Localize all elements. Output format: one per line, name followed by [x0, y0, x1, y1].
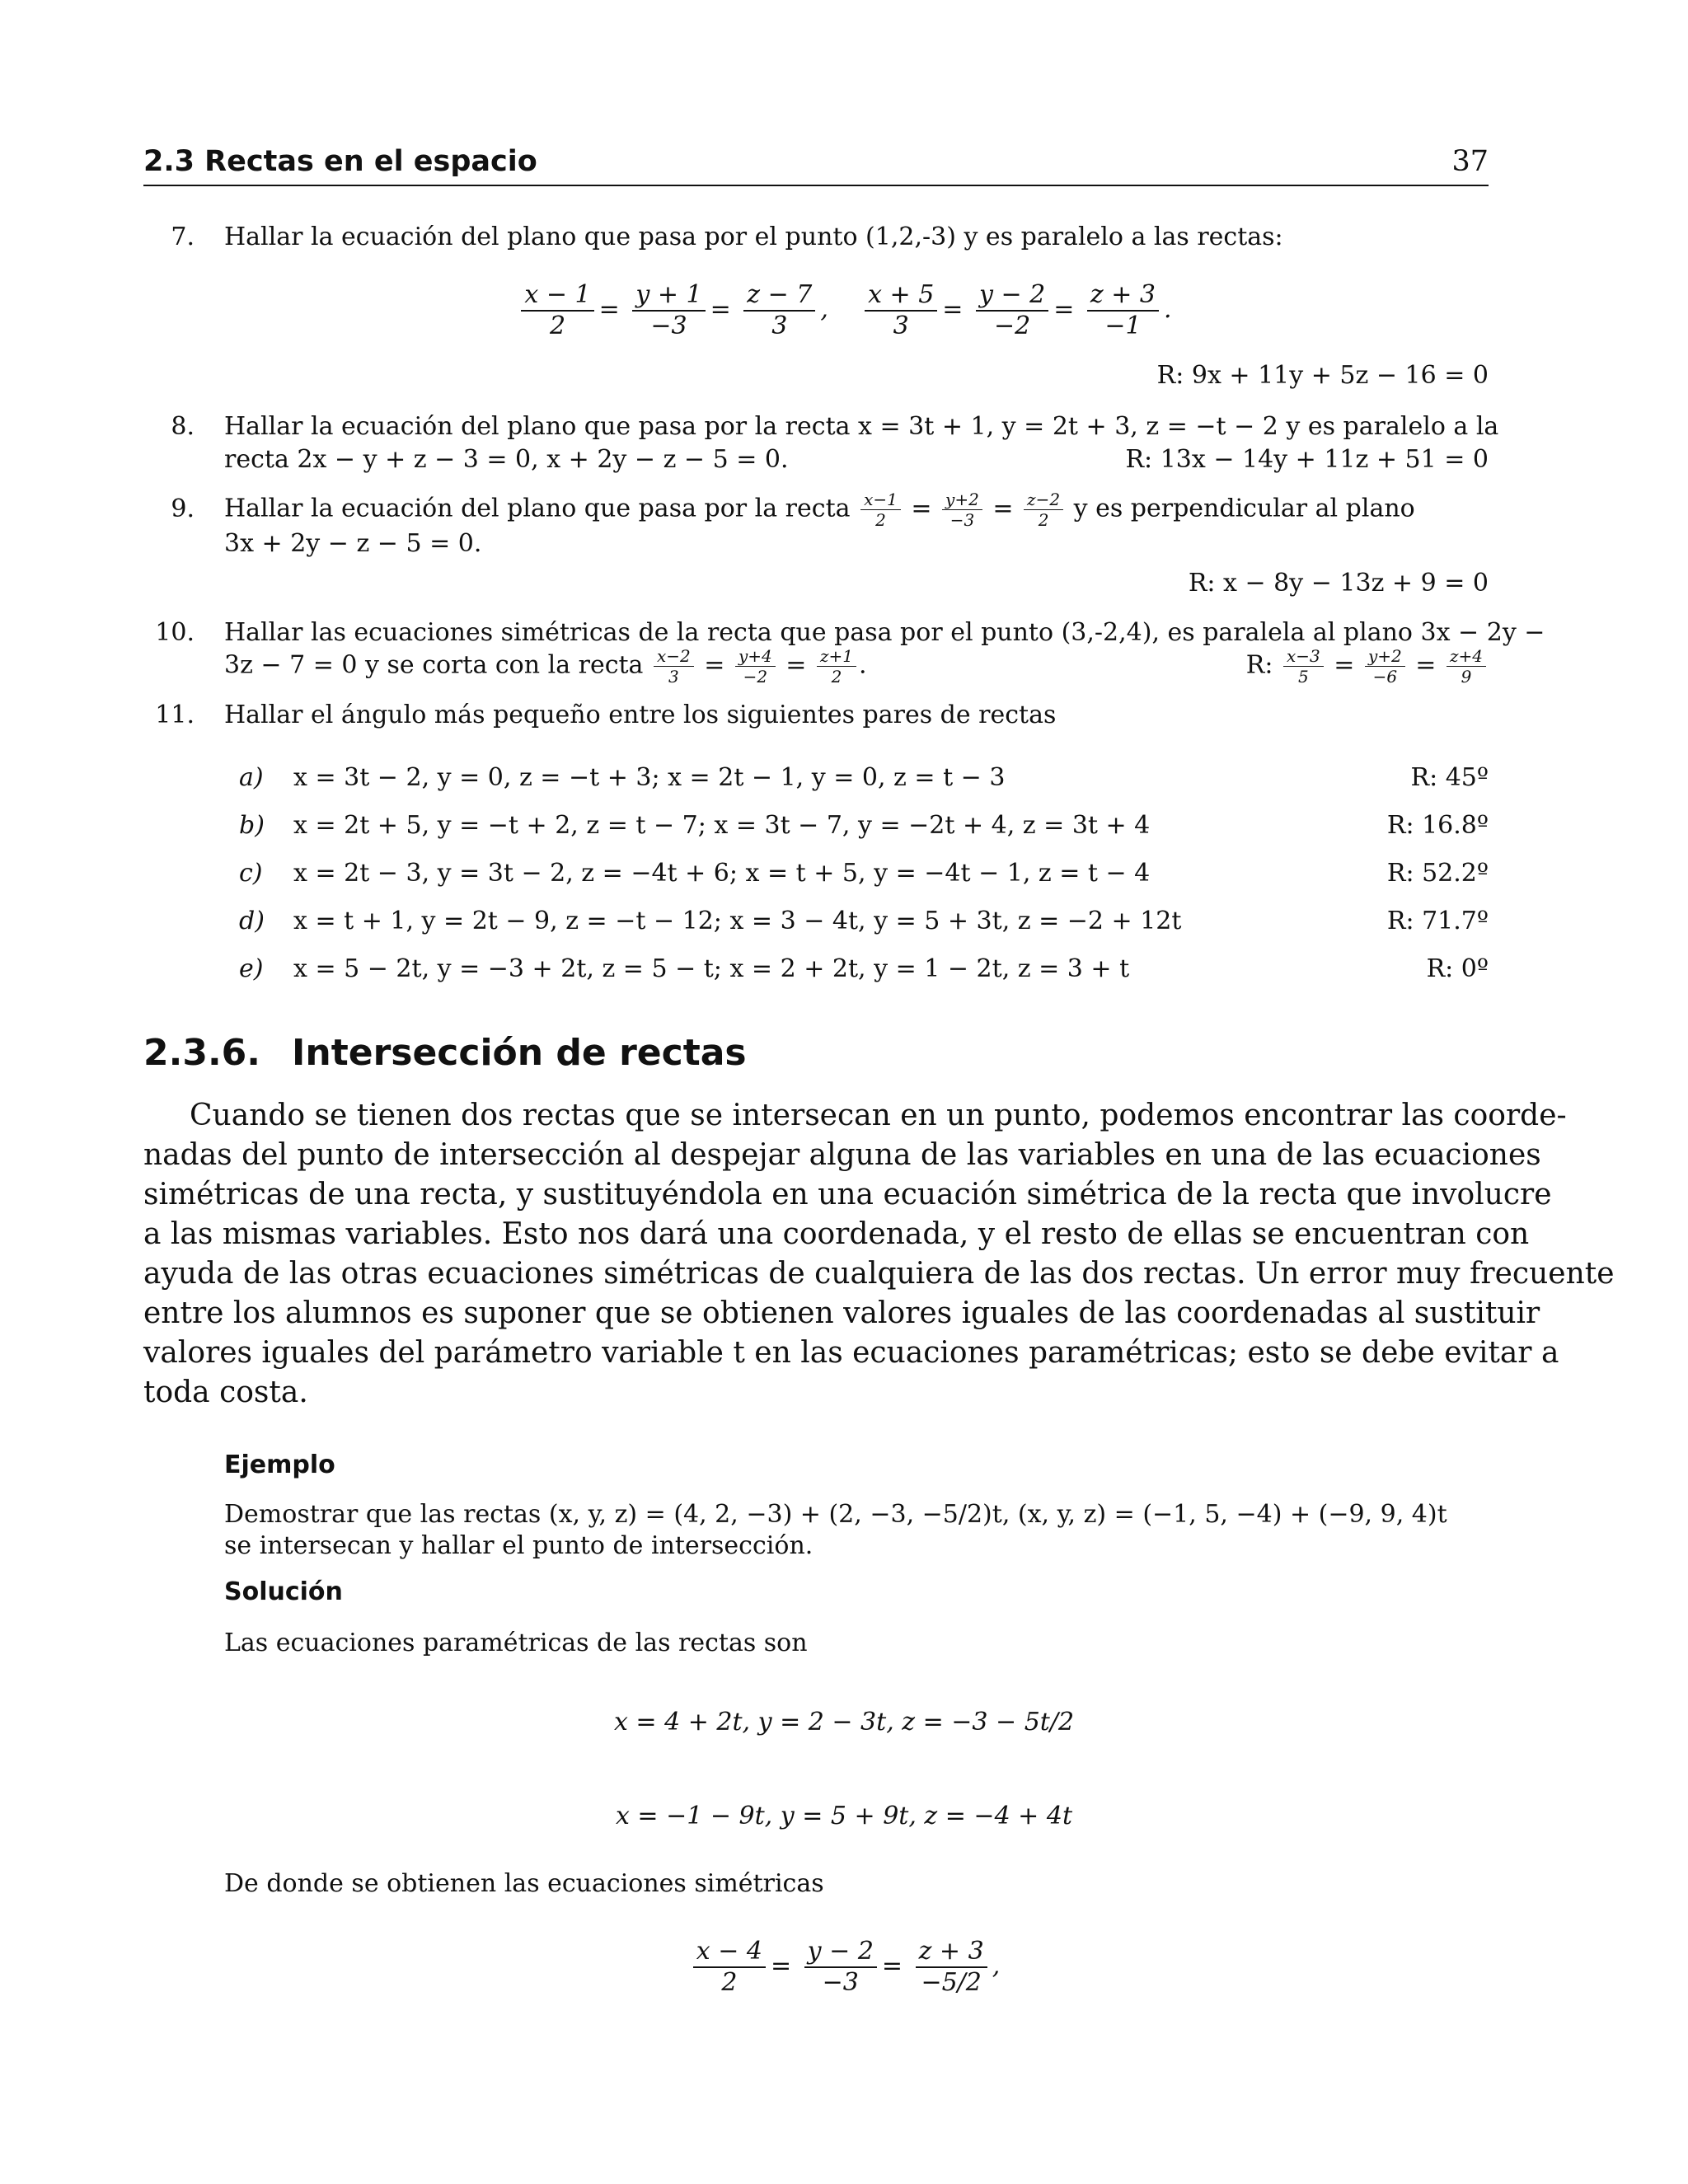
- paragraph-line: a las mismas variables. Esto nos dará una coordenada, y el resto de ellas se encuentran con: [143, 1217, 1530, 1251]
- answer: R: x − 8y − 13z + 9 = 0: [1188, 569, 1489, 598]
- paragraph-line: ayuda de las otras ecuaciones simétricas de cualquiera de las dos rectas. Un error muy frecuente: [143, 1257, 1615, 1291]
- item-label: a): [239, 763, 264, 792]
- item-text: x = 3t − 2, y = 0, z = −t + 3; x = 2t − 1, y = 0, z = t − 3: [293, 763, 1006, 792]
- fraction: $\frac{z+4}{9}$: [1447, 646, 1486, 687]
- paragraph-line: toda costa.: [143, 1376, 308, 1409]
- answer: R: 52.2º: [1386, 859, 1489, 888]
- fraction: $\frac{x-3}{5}$: [1283, 646, 1324, 687]
- answer: R: 16.8º: [1386, 811, 1489, 840]
- problem-text: recta 2x − y + z − 3 = 0, x + 2y − z − 5 = 0.: [224, 445, 789, 474]
- fraction: $\frac{z-2}{2}$: [1024, 490, 1063, 530]
- fraction: $\frac{y - 2}{-3}$: [804, 1937, 877, 1998]
- example-text: se intersecan y hallar el punto de intersección.: [224, 1531, 814, 1560]
- paragraph-line: Cuando se tienen dos rectas que se intersecan en un punto, podemos encontrar las coorde-: [190, 1099, 1567, 1132]
- answer: R: $\frac{x-3}{5}$ = $\frac{y+2}{-6}$ = $\frac{z+4}{9}$: [1246, 646, 1489, 687]
- fraction: $\frac{x - 4}{2}$: [693, 1937, 766, 1998]
- paragraph-line: valores iguales del parámetro variable t en las ecuaciones paramétricas; esto se debe evitar a: [143, 1336, 1559, 1370]
- fraction: $\frac{x + 5}{3}$: [865, 280, 937, 341]
- fraction: $\frac{y - 2}{-2}$: [976, 280, 1048, 341]
- problem-text: Hallar las ecuaciones simétricas de la recta que pasa por el punto (3,-2,4), es paralela al plano 3x − 2y −: [224, 618, 1545, 647]
- fraction: $\frac{x - 1}{2}$: [521, 280, 593, 341]
- problem-number: 7.: [171, 223, 195, 251]
- parametric-equations-2: x = −1 − 9t, y = 5 + 9t, z = −4 + 4t: [615, 1802, 1073, 1830]
- problem-number: 11.: [155, 701, 195, 729]
- solution-text: De donde se obtienen las ecuaciones simétricas: [224, 1869, 824, 1898]
- fraction: $\frac{z + 3}{-1}$: [1087, 280, 1159, 341]
- problem-text: 3z − 7 = 0 y se corta con la recta $\frac{x-2}{3}$ = $\frac{y+4}{-2}$ = $\frac{z+1}{2}$ .: [224, 646, 867, 687]
- paragraph-line: simétricas de una recta, y sustituyéndola en una ecuación simétrica de la recta que involucre: [143, 1178, 1552, 1212]
- answer: R: 0º: [1426, 954, 1489, 983]
- item-text: x = 2t − 3, y = 3t − 2, z = −4t + 6; x = t + 5, y = −4t − 1, z = t − 4: [293, 859, 1151, 888]
- problem-text: Hallar la ecuación del plano que pasa por la recta $\frac{x-1}{2}$ = $\frac{y+2}{-3}$ = $\frac{z-2}{2}$ y es perpendicular al plano: [224, 490, 1415, 530]
- paragraph-line: entre los alumnos es suponer que se obtienen valores iguales de las coordenadas al sustituir: [143, 1296, 1540, 1330]
- fraction: $\frac{z + 3}{-5/2}$: [916, 1937, 987, 1998]
- problem-number: 8.: [171, 412, 195, 441]
- example-text: Demostrar que las rectas (x, y, z) = (4, 2, −3) + (2, −3, −5/2)t, (x, y, z) = (−1, 5, −4) + (−9, 9, 4)t: [224, 1500, 1447, 1529]
- running-header: [143, 142, 1489, 186]
- header-title: 2.3 Rectas en el espacio: [143, 145, 537, 178]
- item-label: b): [239, 811, 265, 840]
- fraction: $\frac{z - 7}{3}$: [743, 280, 815, 341]
- problem-number: 9.: [171, 494, 195, 523]
- section-title: Intersección de rectas: [292, 1032, 747, 1074]
- solution-text: Las ecuaciones paramétricas de las rectas son: [224, 1629, 808, 1657]
- section-number: 2.3.6.: [143, 1032, 260, 1074]
- problem-text: Hallar el ángulo más pequeño entre los siguientes pares de rectas: [224, 701, 1057, 729]
- page-number: 37: [1451, 145, 1489, 178]
- answer: R: 45º: [1410, 763, 1489, 792]
- item-label: d): [239, 907, 265, 935]
- body-paragraph: [143, 1096, 1615, 1413]
- problem-text: Hallar la ecuación del plano que pasa por la recta x = 3t + 1, y = 2t + 3, z = −t − 2 y es paralelo a la: [224, 412, 1499, 441]
- symmetric-equations: $\frac{x - 4}{2}$ = $\frac{y - 2}{-3}$ = $\frac{z + 3}{-5/2}$ ,: [0, 1937, 1688, 1998]
- example-heading: Ejemplo: [224, 1451, 335, 1479]
- parametric-equations-1: x = 4 + 2t, y = 2 − 3t, z = −3 − 5t/2: [613, 1708, 1075, 1736]
- fraction: $\frac{z+1}{2}$: [817, 646, 856, 687]
- answer: R: 13x − 14y + 11z + 51 = 0: [1125, 445, 1489, 474]
- item-text: x = 2t + 5, y = −t + 2, z = t − 7; x = 3t − 7, y = −2t + 4, z = 3t + 4: [293, 811, 1151, 840]
- fraction: $\frac{y+4}{-2}$: [735, 646, 776, 687]
- problem-number: 10.: [155, 618, 195, 647]
- answer: R: 9x + 11y + 5z − 16 = 0: [1156, 361, 1489, 390]
- problem-text: Hallar la ecuación del plano que pasa por el punto (1,2,-3) y es paralelo a las rectas:: [224, 223, 1283, 251]
- item-text: x = t + 1, y = 2t − 9, z = −t − 12; x = 3 − 4t, y = 5 + 3t, z = −2 + 12t: [293, 907, 1182, 935]
- fraction: $\frac{y + 1}{-3}$: [632, 280, 705, 341]
- fraction: $\frac{x-1}{2}$: [860, 490, 901, 530]
- item-label: e): [239, 954, 264, 983]
- solution-heading: Solución: [224, 1577, 343, 1606]
- symmetric-equations: $\frac{x - 1}{2}$ = $\frac{y + 1}{-3}$ = $\frac{z - 7}{3}$ , $\frac{x + 5}{3}$ = $\frac{y - 2}{-2}$ = $\frac{z + 3}{-1}$ .: [0, 280, 1688, 341]
- answer: R: 71.7º: [1386, 907, 1489, 935]
- item-label: c): [239, 859, 263, 888]
- paragraph-line: nadas del punto de intersección al despejar alguna de las variables en una de las ecuaciones: [143, 1138, 1541, 1172]
- section-heading: [143, 1032, 747, 1074]
- fraction: $\frac{x-2}{3}$: [654, 646, 694, 687]
- item-text: x = 5 − 2t, y = −3 + 2t, z = 5 − t; x = 2 + 2t, y = 1 − 2t, z = 3 + t: [293, 954, 1130, 983]
- fraction: $\frac{y+2}{-3}$: [942, 490, 982, 530]
- fraction: $\frac{y+2}{-6}$: [1365, 646, 1405, 687]
- problem-text: 3x + 2y − z − 5 = 0.: [224, 529, 482, 558]
